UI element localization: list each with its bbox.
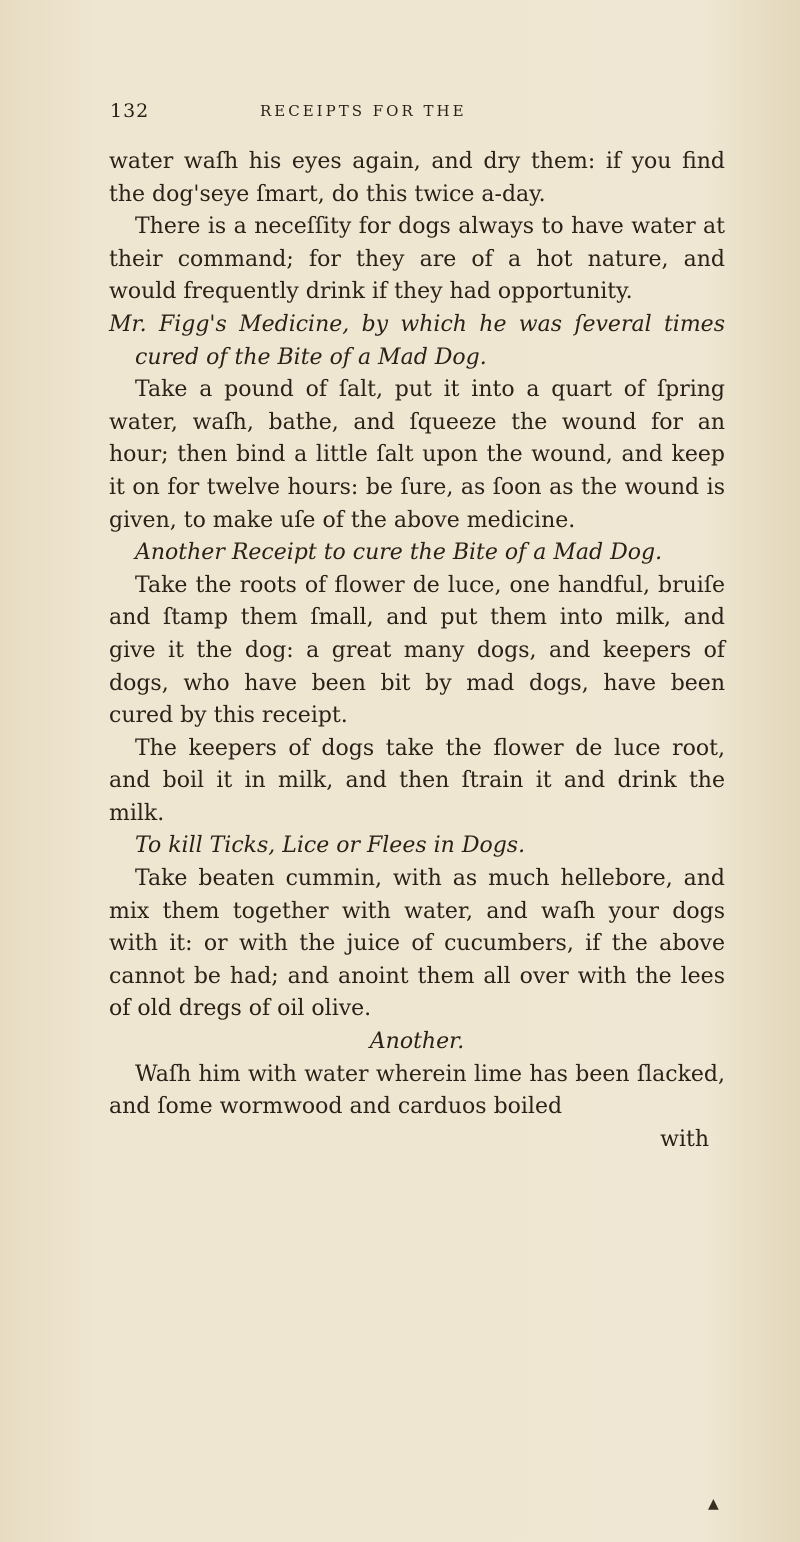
running-head: RECEIPTS FOR THE xyxy=(260,102,467,120)
paragraph-lime-water: Waſh him with water wherein lime has been ſlacked, and ſome wormwood and carduos boiled xyxy=(109,1061,725,1120)
page-header xyxy=(110,100,730,130)
paragraph-cummin: Take beaten cummin, with as much hellebore, and mix them together with water, and waſh your dogs with it: or with the juice of cucumbers, if the above cannot be had; and anoint them all over with the lees of old dregs of oil olive. xyxy=(109,866,725,1022)
paragraph-salt-remedy: Take a pound of ſalt, put it into a quart of ſpring water, waſh, bathe, and ſqueeze the wound for an hour; then bind a little ſalt upon the wound, and keep it on for twelve hours: be ſure, as ſoon as the wound is given, to make uſe of the above medicine. xyxy=(109,377,725,533)
page-number: 132 xyxy=(110,100,150,122)
catchword: with xyxy=(660,1126,709,1152)
page-body xyxy=(109,146,725,1156)
heading-another: Another. xyxy=(369,1029,465,1055)
heading-figgs-medicine: Mr. Figg's Medicine, by which he was ſeveral times cured of the Bite of a Mad Dog. xyxy=(109,311,725,370)
paragraph-continuation: water waſh his eyes again, and dry them: if you find the dog'seye ſmart, do this twice a-day. xyxy=(109,149,725,207)
paragraph-keepers: The keepers of dogs take the flower de luce root, and boil it in milk, and then ſtrain it and drink the milk. xyxy=(109,735,725,826)
heading-ticks-lice: To kill Ticks, Lice or Flees in Dogs. xyxy=(135,833,526,859)
paragraph-dogs-water: There is a neceſſity for dogs always to have water at their command; for they are of a hot nature, and would frequently drink if they had opportunity. xyxy=(109,214,725,305)
paragraph-flower-de-luce: Take the roots of flower de luce, one handful, bruiſe and ſtamp them ſmall, and put them into milk, and give it the dog: a great many dogs, and keepers of dogs, who have been bit by mad dogs, have been cured by this receipt. xyxy=(109,572,725,729)
ink-mark-icon: ▲ xyxy=(708,1496,719,1512)
heading-another-receipt: Another Receipt to cure the Bite of a Mad Dog. xyxy=(135,540,663,566)
